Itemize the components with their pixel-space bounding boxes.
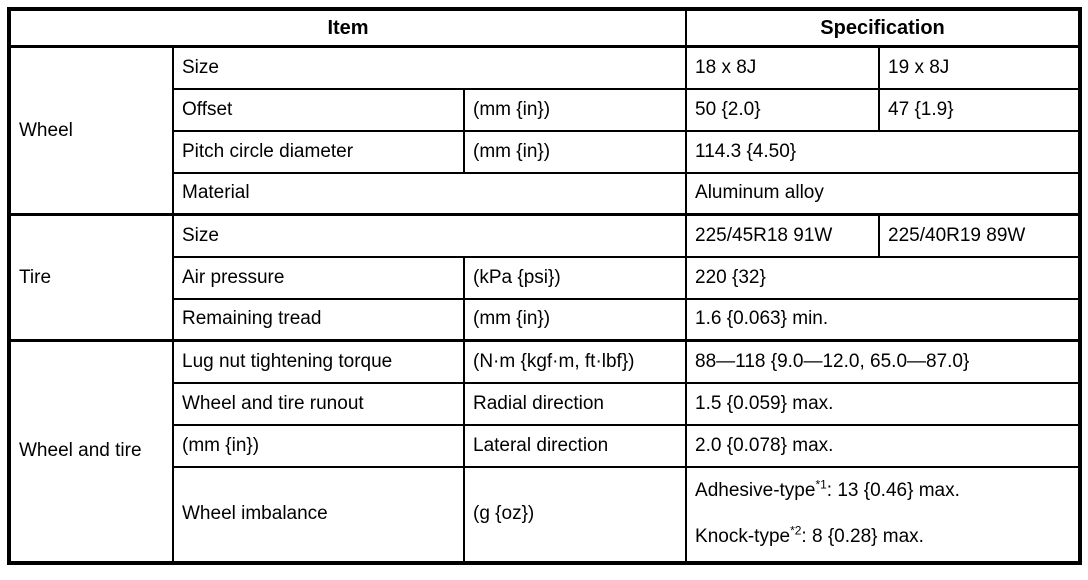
table-row [9, 341, 1080, 383]
table-header-row [9, 9, 1080, 47]
spec-cell: 1.6 {0.063} min. [686, 299, 1080, 341]
table-row [9, 215, 1080, 257]
group-cell-wheel: Wheel [9, 47, 173, 215]
unit-cell: (mm {in}) [464, 89, 686, 131]
item-cell: Wheel imbalance [173, 467, 464, 563]
spec-cell: 114.3 {4.50} [686, 131, 1080, 173]
table-row [9, 47, 1080, 89]
item-cell: Size [173, 215, 686, 257]
spec-line-value: : 13 {0.46} max. [826, 480, 960, 502]
spec-cell: 19 x 8J [879, 47, 1080, 89]
group-cell-wheel-and-tire: Wheel and tire [9, 341, 173, 563]
wheel-imbalance-spec [695, 468, 1070, 560]
header-specification: Specification [686, 9, 1080, 47]
spec-cell: Aluminum alloy [686, 173, 1080, 215]
unit-cell: (N·m {kgf·m, ft·lbf}) [464, 341, 686, 383]
unit-cell: (kPa {psi}) [464, 257, 686, 299]
unit-cell: (g {oz}) [464, 467, 686, 563]
item-cell: (mm {in}) [173, 425, 464, 467]
item-cell: Offset [173, 89, 464, 131]
item-cell: Size [173, 47, 686, 89]
spec-cell: 47 {1.9} [879, 89, 1080, 131]
item-cell: Material [173, 173, 686, 215]
spec-cell: 225/40R19 89W [879, 215, 1080, 257]
item-cell: Remaining tread [173, 299, 464, 341]
header-item: Item [9, 9, 686, 47]
wheel-tire-spec-table [7, 7, 1082, 565]
item-cell: Air pressure [173, 257, 464, 299]
unit-cell: (mm {in}) [464, 131, 686, 173]
item-cell: Pitch circle diameter [173, 131, 464, 173]
footnote-marker: *1 [815, 477, 827, 492]
spec-cell: 88—118 {9.0—12.0, 65.0—87.0} [686, 341, 1080, 383]
spec-cell: 50 {2.0} [686, 89, 879, 131]
spec-line-knock [695, 523, 1070, 548]
spec-line-value: : 8 {0.28} max. [801, 526, 924, 548]
unit-cell: (mm {in}) [464, 299, 686, 341]
spec-cell: 225/45R18 91W [686, 215, 879, 257]
spec-line-adhesive [695, 477, 1070, 502]
spec-cell: 1.5 {0.059} max. [686, 383, 1080, 425]
spec-cell [686, 467, 1080, 563]
footnote-marker: *2 [790, 523, 802, 538]
spec-cell: 18 x 8J [686, 47, 879, 89]
item-cell: Wheel and tire runout [173, 383, 464, 425]
spec-cell: 220 {32} [686, 257, 1080, 299]
spec-line-label: Adhesive-type [695, 480, 816, 502]
unit-cell: Lateral direction [464, 425, 686, 467]
spec-cell: 2.0 {0.078} max. [686, 425, 1080, 467]
item-cell: Lug nut tightening torque [173, 341, 464, 383]
spec-line-label: Knock-type [695, 526, 791, 548]
unit-cell: Radial direction [464, 383, 686, 425]
group-cell-tire: Tire [9, 215, 173, 341]
